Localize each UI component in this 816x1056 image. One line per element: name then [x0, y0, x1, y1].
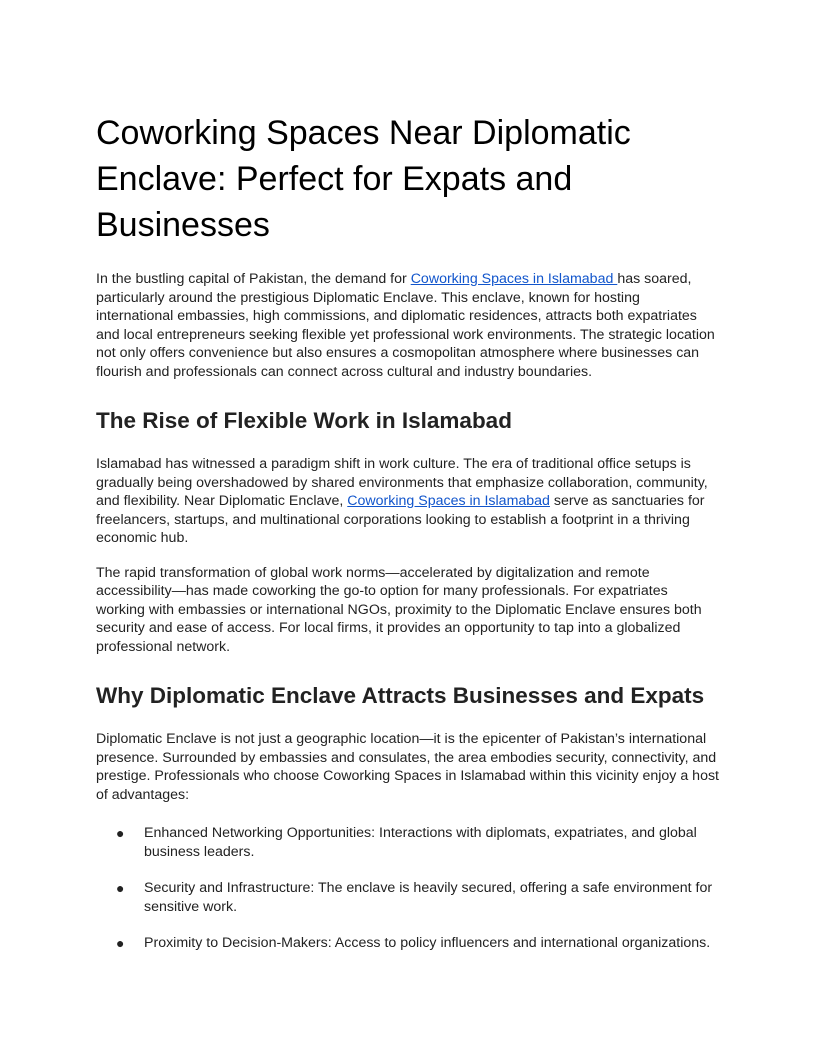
list-item [96, 879, 720, 916]
section-heading-rise-of-flexible-work: The Rise of Flexible Work in Islamabad [96, 408, 512, 433]
coworking-spaces-link[interactable]: Coworking Spaces in Islamabad [410, 271, 618, 287]
list-item-text: Enhanced Networking Opportunities: Interactions with diplomats, expatriates, and global business leaders. [144, 825, 697, 860]
intro-text-after-link: has soared, particularly around the prestigious Diplomatic Enclave. This enclave, known for hosting international embassies, high commissions, and diplomatic residences, attracts both expatriates and local entrepreneurs seeking flexible yet professional work environments. The strategic location not only offers convenience but also ensures a cosmopolitan atmosphere where businesses can flourish and professionals can connect across cultural and industry boundaries. [96, 271, 715, 380]
bullet-icon: ● [116, 935, 125, 951]
section2-paragraph-1: Diplomatic Enclave is not just a geographic location—it is the epicenter of Pakistan’s international presence. Surrounded by embassies and consulates, the area embodies security, connectivity, and prestige. Professionals who choose Coworking Spaces in Islamabad within this vicinity enjoy a host of advantages: [96, 731, 719, 803]
section1-paragraph-2: The rapid transformation of global work norms—accelerated by digitalization and remote accessibility—has made coworking the go-to option for many professionals. For expatriates working with embassies or international NGOs, proximity to the Diplomatic Enclave ensures both security and ease of access. For local firms, it provides an opportunity to tap into a globalized professional network. [96, 564, 702, 655]
bullet-icon: ● [116, 880, 125, 896]
document-page [96, 110, 720, 971]
section-heading-why-diplomatic-enclave: Why Diplomatic Enclave Attracts Businesses and Expats [96, 683, 705, 708]
section1-text-after-link: serve as sanctuaries for freelancers, startups, and multinational corporations looking to establish a footprint in a thriving economic hub. [96, 493, 705, 546]
list-item-text: Security and Infrastructure: The enclave is heavily secured, offering a safe environment for sensitive work. [144, 880, 713, 915]
intro-paragraph [96, 270, 720, 381]
list-item [96, 824, 720, 861]
coworking-spaces-link-2[interactable]: Coworking Spaces in Islamabad [347, 493, 550, 509]
document-title: Coworking Spaces Near Diplomatic Enclave: Perfect for Expats and Businesses [96, 114, 631, 244]
list-item-text: Proximity to Decision-Makers: Access to policy influencers and international organizations. [144, 935, 711, 951]
list-item [96, 934, 720, 953]
section1-paragraph-1 [96, 455, 720, 548]
bullet-icon: ● [116, 825, 125, 841]
intro-text-before-link: In the bustling capital of Pakistan, the demand for [96, 271, 411, 287]
advantages-list [96, 824, 720, 953]
section1-text-before-link: Islamabad has witnessed a paradigm shift in work culture. The era of traditional office setups is gradually being overshadowed by shared environments that emphasize collaboration, community, and flexibility. Near Diplomatic Enclave, [96, 456, 708, 509]
